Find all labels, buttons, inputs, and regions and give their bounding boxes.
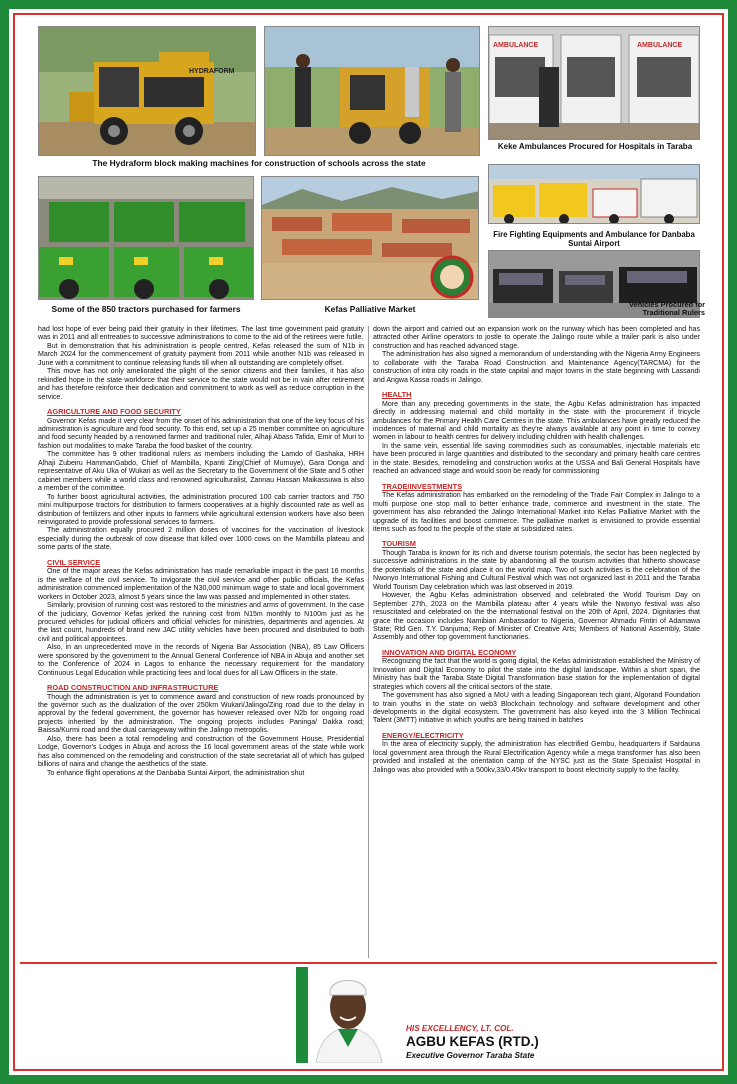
governor-role: Executive Governor Taraba State [406,1051,535,1060]
hydraform-photo-1 [38,26,256,156]
paragraph: Though the administration is yet to commence award and construction of new roads pronounced by the governor such as the dualization of the over 250km Wukari/Jalingo/Zing road due to the delay in approval by the federal government, the governor has however released over N2b for ongoing road projects inherited by the administration. The ongoing projects includes Paninga/ Dakka road; Baissa/Kurmi road and the dual carriageway within the Jalingo metropolis. [38,693,364,735]
ambulance-photo [488,26,700,140]
section-heading-tourism: TOURISM [382,539,416,549]
right-article-column [373,326,700,775]
paragraph: Governor Kefas made it very clear from the onset of his administration that one of the key focus of his administration is agriculture and food security. To this end, set up a 25 member committee on agriculture and food security headed by a renowned farmer and traditional ruler, Alhaji Abass Tafida, Emir of Muri to fashion out modalities to make Taraba the food basket of the country. [38,417,364,450]
fire-fighting-photo [488,164,700,224]
fire-caption-line-2: Suntai Airport [568,239,620,248]
paragraph: Also, there has been a total remodeling and construction of the Government House, Presidential Lodge, Governor's Lodges in Abuja and across the 16 local government areas of the state while work has also commenced on the remodeling and construction of the state secretariat all of which has gulped billions of naira and change the aesthetics of the state. [38,735,364,769]
paragraph: The administration equally procured 2 million doses of vaccines for the vaccination of livestock especially during the outbreak of cow disease that killed over 1000 cows on the Mambilla plateau and some parts of the state. [38,527,364,552]
paragraph: But in demonstration that his administration is people centred, Kefas released the sum of N1b in March 2024 for the commencement of gratuity payment from 2011 while another N1b was released in June with a commitment to continue releasing funds till when all outstanding are completely offset. [38,342,364,367]
paragraph: This move has not only ameliorated the plight of the senior citizens and their families, it has also rekindled hope in the state workforce that their service to the state would not be in vain after retirement and has therefore reinforce their dedication and commitment to work as well as reduce corruption in the service. [38,368,364,401]
column-divider [368,326,369,958]
vehicles-caption-line-2: Traditional Rulers [642,308,705,317]
paragraph: To enhance flight operations at the Danbaba Suntai Airport, the administration shut [47,769,305,777]
section-heading-health: HEALTH [382,390,412,400]
section-heading-road: ROAD CONSTRUCTION AND INFRASTRUCTURE [47,683,219,693]
paragraph: Though Taraba is known for its rich and diverse tourism potentials, the sector has been neglected by successive administrations in the state by abandoning all the tourism activities that hitherto showcase the potentials of the state and place it on the world map. Two of such activities is the celebration of the Nwonyo International Fishing and Cultural Festival which was not organized last in 2011 and the Taraba World Tourism Day celebration which was last observed in 2019. [373,549,700,591]
ambulance-sign-1: AMBULANCE [493,42,539,49]
paragraph: Recognizing the fact that the world is going digital, the Kefas administration established the Ministry of Innovation and Digital Economy to pilot the state into the digital landscape. Within a short span, the Ministry has built the Taraba State Digital Transformation base station for the implementation of digital strategies which covers all the critical sectors of the state. [373,658,700,691]
vehicles-caption-line-1: Vehicles Procured for [629,300,705,309]
paragraph: More than any preceding governments in the state, the Agbu Kefas administration has impacted directly in addressing maternal and child mortality in the state with the procurement if tricycle ambulances for the Primary Health Care Centres in the state. This ambulances have greatly reduced the incidences of maternal and child mortality as they're always available at any point in time to convey women in labour to health centres for delivery including children with health challenges. [373,400,700,442]
paragraph: The administration has also signed a memorandum of understanding with the Nigeria Army Engineers to collaborate with the Taraba Road Construction and Maintenance Agency(TARCMA) for the construction of intra city roads in the state capital and major towns in the state beginning with Lassandi and Angwa Kassa roads in Jalingo. [373,351,700,384]
paragraph: The government has also signed a MoU with a leading Singaporean tech giant, Algorand Foundation to train youths in the state on web3 Blockchain technology and software development and other developments in the digital ecosystem. The government has also keyed into the 3 Million Technical Talent (3MTT) initiative in which youths are being trained in batches [373,692,700,725]
section-heading-civil-service: CIVIL SERVICE [47,557,101,567]
section-heading-trade: TRADE/INVESTMENTS [382,481,463,491]
paragraph: To further boost agricultural activities, the administration procured 100 cab carrier tractors and 750 mini multipurpose tractors for distribution to farmers cooperatives at a highly discounted rate as well as distribution of fertilizers and other inputs to farmers while agricultural extension workers have also been reinvigorated to provide professional services to farmers. [38,493,364,526]
hydraform-brand: HYDRAFORM [189,68,235,75]
ambulance-sign-2: AMBULANCE [637,42,683,49]
paragraph: In the area of electricity supply, the administration has electrified Gembu, headquarters if Sardauna local government area through the Rural Electrification Agency while a mega transformer has also been provided and installed at the orientation camp of the NYSC just as the State Specialist Hospital in Jalingo was also provided with a 500kv,33/0.45kv transport to boost electricity supply to the facility. [373,741,700,774]
paragraph: The committee has 9 other traditional rulers as members including the Lamdo of Gashaka, HRH Alhaji Zubeiru HammanGabdo, Chief of Mambilla, Kpanti Zing(Chief of Mumuye), Gara Donga and representative of Aku Uka of Wukari as well as the Secretary to the Government of the State and 5 other cabinet members while a world class and renowned agriculturalist, Zannau Hassan Maikassuwa is also a member of the committee. [38,451,364,493]
palliative-caption: Kefas Palliative Market [324,304,416,314]
fire-caption-line-1: Fire Fighting Equipments and Ambulance for Danbaba [493,230,695,239]
paragraph: Also, in an unprecedented move in the records of Nigeria Bar Association (NBA), 85 Law Officers were sponsored by the government to the Annual General Conference iof NBA in Abuja and another set to the Conference of 2024 in Lagos to enhance the necessary requirement for the mandatory Continuous Legal Education while practicing fees and local dues for all Law Officers in the state. [38,644,364,677]
section-heading-digital: INNOVATION AND DIGITAL ECONOMY [382,647,517,657]
section-heading-energy: ENERGY/ELECTRICITY [382,730,464,740]
paragraph: In the same vein, essential life saving commodities such as consumables, injectable materials etc have been procured in large quantities and distributed to the secondary and primary health care centres in the state. Besides, remodeling and construction works at the USSA and Bali General Hospitals have reached an advanced stage and would soon be ready for commissioning [373,442,700,476]
paragraph: Similarly, provision of running cost was restored to the ministries and arms of government. In the case of the judiciary, Governor Kefas jerked the running cost from N15m monthly to N100m just as he procured vehicles for judicial officers and official vehicles for ministries, departments and agencies. At the last count, hundreds of brand new JAC utility vehicles have been procured and distributed to both civil and political appointees. [38,602,364,643]
paragraph: had lost hope of ever being paid their gratuity in their lifetimes. The last time government paid gratuity was in 2011 and all entreaties to successive administrations to come to the aid of the retirees were futile. [38,326,364,342]
hydraform-photo-2 [264,26,480,156]
governor-name: AGBU KEFAS (RTD.) [406,1034,539,1049]
footer-divider [20,962,717,964]
hydraform-caption: The Hydraform block making machines for construction of schools across the state [92,158,426,168]
governor-portrait [296,967,400,1063]
tractors-photo [38,176,254,300]
paragraph: The Kefas administration has embarked on the remodeling of the Trade Fair Complex in Jalingo to a multi purpose one stop mall to better enhance trade, commerce and investment in the state. The government has also rebranded the Jalingo International Market into Kefas Palliative Market with the upgrade of its facilities and boost commerce. The palliative market is envisioned to provide essential items such as food to the people of the state at subsidized rates. [373,492,700,533]
paragraph: down the airport and carried out an expansion work on the runway which has been completed and has attracted other Airline operators to jostle to operate the Jalingo route while a trailer park is also under construction and has reached advanced stage. [373,326,700,350]
paragraph: One of the major areas the Kefas administration has made remarkable impact in the past 16 months is the welfare of the civil service. To invigorate the civil service and other public officials, the Kefas administration commenced implementation of the N30,000 minimum wage to state and local government workers in October 2023, almost 5 years since the law was passed and implemented in other states. [38,568,364,601]
palliative-market-photo [261,176,479,300]
left-article-column [38,326,364,778]
governor-title: HIS EXCELLENCY, LT. COL. [406,1024,514,1033]
section-heading-agriculture: AGRICULTURE AND FOOD SECURITY [47,407,181,417]
paragraph: However, the Agbu Kefas administration observed and celebrated the World Tourism Day on September 27th, 2023 on the Mambilla plateau after 4 years while the Nwonyo festival was also resuscitated and celebrated on the the international festival on the 20th of April, 2024. Dignitaries that grace the occasion includes Namibian Ambassador to Nigeria, Governor Ahmadu Fintiri of Adamawa State; Rtd Gen. T.Y. Danjuma; Rep of Minister of Creative Arts; Members of National Assembly, State Assembly and other top government functionaries. [373,592,700,642]
ambulance-caption: Keke Ambulances Procured for Hospitals in Taraba [497,142,693,151]
tractors-caption: Some of the 850 tractors purchased for farmers [51,304,241,314]
